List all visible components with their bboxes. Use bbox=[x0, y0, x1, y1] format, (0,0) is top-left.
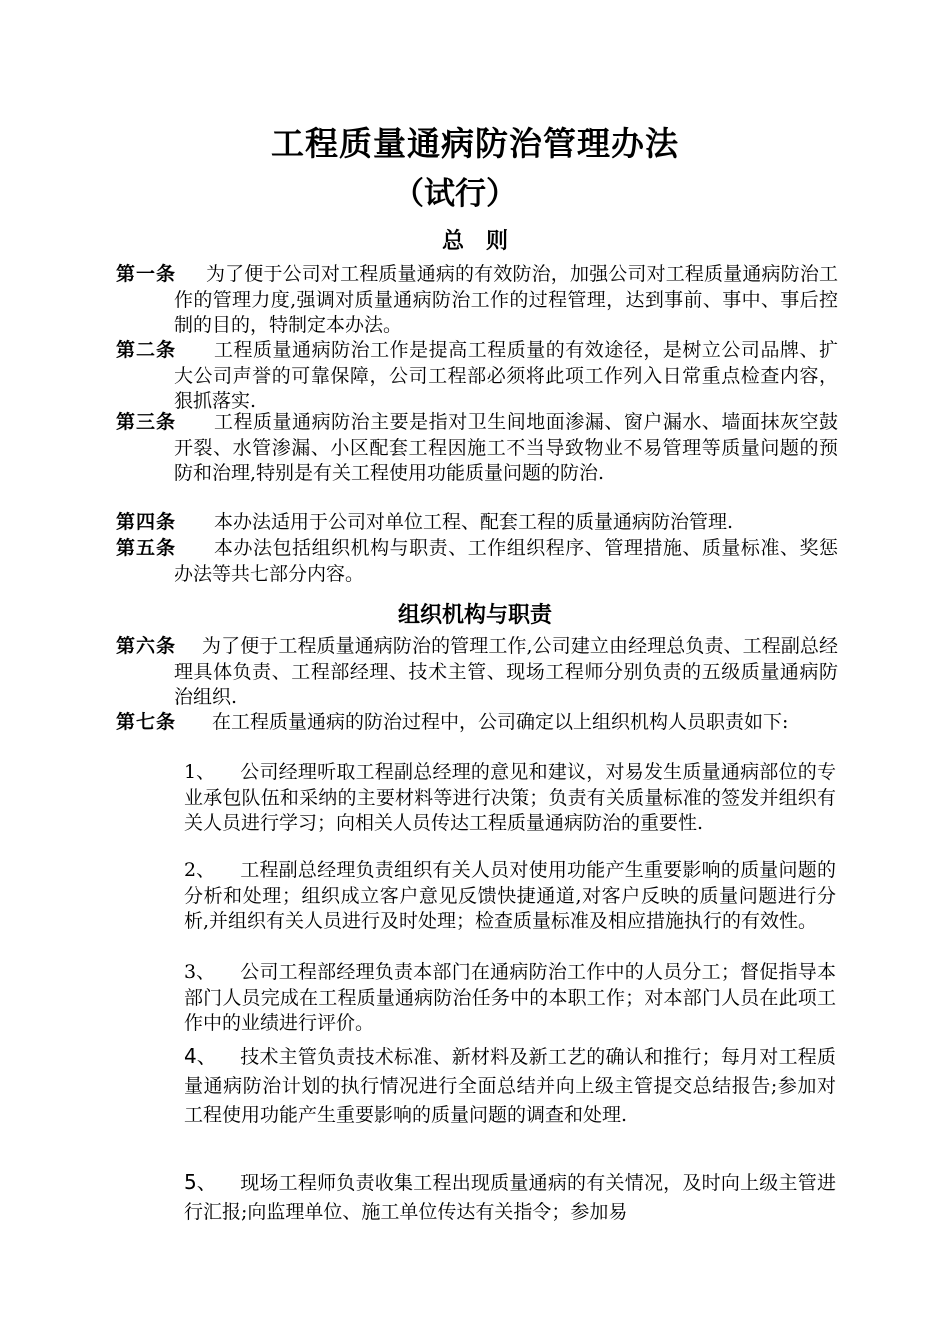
list-item bbox=[184, 760, 836, 837]
list-item-text: 现场工程师负责收集工程出现质量通病的有关情况，及时向上级主管进行汇报;向监理单位、施工单位传达有关指令；参加易 bbox=[184, 1172, 836, 1223]
list-item-text: 工程副总经理负责组织有关人员对使用功能产生重要影响的质量问题的分析和处理；组织成立客户意见反馈快捷通道,对客户反映的质量问题进行分析,并组织有关人员进行及时处理；检查质量标准及相应措施执行的有效性。 bbox=[184, 859, 836, 932]
article-5 bbox=[116, 536, 838, 587]
list-item-number: 3、 bbox=[184, 961, 216, 983]
list-item bbox=[184, 858, 836, 935]
list-item-text: 技术主管负责技术标准、新材料及新工艺的确认和推行；每月对工程质量通病防治计划的执行情况进行全面总结并向上级主管提交总结报告;参加对工程使用功能产生重要影响的质量问题的调查和处理. bbox=[184, 1046, 836, 1126]
article-text: 为了便于工程质量通病防治的管理工作,公司建立由经理总负责、工程副总经理具体负责、工程部经理、技术主管、现场工程师分别负责的五级质量通病防治组织. bbox=[174, 635, 838, 708]
list-item-number: 4、 bbox=[184, 1044, 217, 1068]
article-3 bbox=[116, 410, 838, 487]
article-label: 第三条 bbox=[116, 411, 177, 433]
article-label: 第七条 bbox=[116, 711, 177, 733]
article-4 bbox=[116, 510, 838, 536]
article-7 bbox=[116, 710, 838, 736]
list-item-number: 1、 bbox=[184, 761, 216, 783]
article-6 bbox=[116, 634, 838, 711]
article-text: 工程质量通病防治工作是提高工程质量的有效途径，是树立公司品牌、扩大公司声誉的可靠保障，公司工程部必须将此项工作列入日常重点检查内容，狠抓落实. bbox=[174, 339, 838, 412]
article-label: 第五条 bbox=[116, 537, 177, 559]
article-text: 工程质量通病防治主要是指对卫生间地面渗漏、窗户漏水、墙面抹灰空鼓开裂、水管渗漏、小区配套工程因施工不当导致物业不易管理等质量问题的预防和治理,特别是有关工程使用功能质量问题的防治. bbox=[174, 411, 838, 484]
list-item bbox=[184, 1168, 836, 1227]
article-text: 本办法适用于公司对单位工程、配套工程的质量通病防治管理. bbox=[214, 511, 734, 533]
document-subtitle: （试行） bbox=[393, 176, 517, 212]
article-label: 第二条 bbox=[116, 339, 177, 361]
list-item bbox=[184, 1042, 836, 1130]
list-item-text: 公司工程部经理负责本部门在通病防治工作中的人员分工；督促指导本部门人员完成在工程质量通病防治任务中的本职工作；对本部门人员在此项工作中的业绩进行评价。 bbox=[184, 961, 836, 1034]
article-label: 第一条 bbox=[116, 263, 177, 285]
section-heading-general: 总 则 bbox=[441, 229, 508, 254]
document-title: 工程质量通病防治管理办法 bbox=[271, 124, 679, 163]
article-text: 本办法包括组织机构与职责、工作组织程序、管理措施、质量标准、奖惩办法等共七部分内容。 bbox=[174, 537, 838, 585]
article-label: 第四条 bbox=[116, 511, 177, 533]
article-2 bbox=[116, 338, 838, 415]
list-item-number: 2、 bbox=[184, 859, 216, 881]
list-item-number: 5、 bbox=[184, 1170, 217, 1194]
article-text: 为了便于公司对工程质量通病的有效防治，加强公司对工程质量通病防治工作的管理力度,强调对质量通病防治工作的过程管理，达到事前、事中、事后控制的目的，特制定本办法。 bbox=[174, 263, 838, 336]
section-heading-organization: 组织机构与职责 bbox=[397, 603, 552, 628]
list-item bbox=[184, 960, 836, 1037]
list-item-text: 公司经理听取工程副总经理的意见和建议，对易发生质量通病部位的专业承包队伍和采纳的主要材料等进行决策；负责有关质量标准的签发并组织有关人员进行学习；向相关人员传达工程质量通病防治的重要性. bbox=[184, 761, 836, 834]
article-label: 第六条 bbox=[116, 635, 177, 657]
article-1 bbox=[116, 262, 838, 339]
article-text: 在工程质量通病的防治过程中，公司确定以上组织机构人员职责如下: bbox=[212, 711, 789, 733]
